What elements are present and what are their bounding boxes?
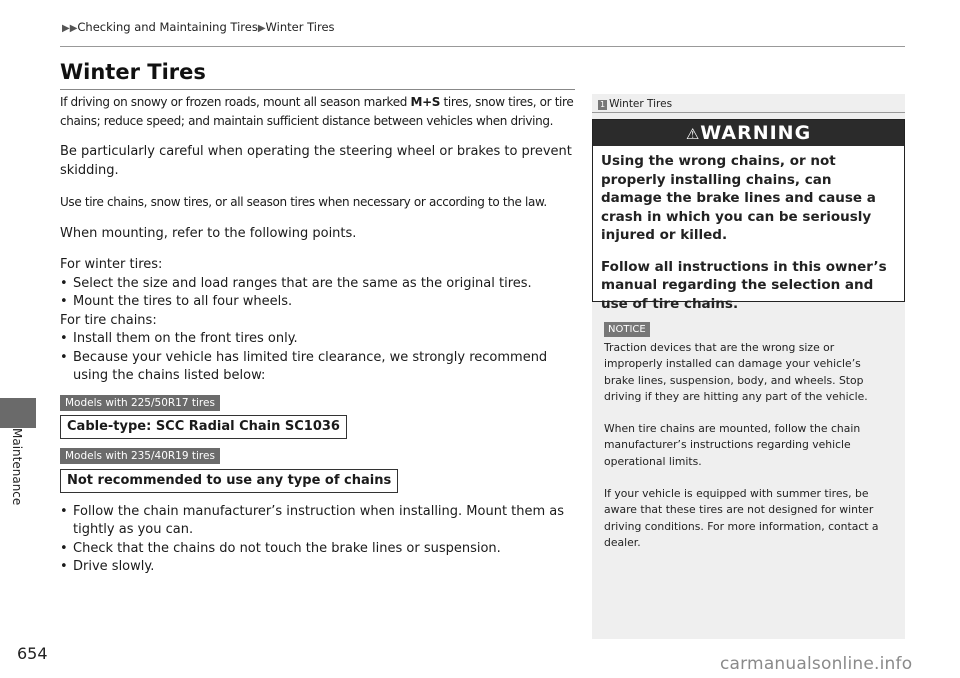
bullet-icon: •: [60, 349, 68, 365]
bullet-icon: •: [60, 540, 68, 556]
list-item: [60, 503, 580, 540]
intro-text-start: If driving on snowy or frozen roads, mount all season marked: [60, 95, 411, 109]
sidebar-title-text: Winter Tires: [609, 98, 673, 110]
tire-chains-label: For tire chains:: [60, 312, 157, 328]
list-item: [60, 558, 580, 577]
warning-header: [593, 120, 904, 146]
notice-text-1: Traction devices that are the wrong size or improperly installed can damage your vehicle’s brake lines, suspension, body, and wheels. Stop driving if they are hitting any part of the vehicle.: [604, 341, 868, 403]
bullet-icon: •: [60, 331, 68, 346]
list-item: [60, 275, 580, 294]
double-arrow-icon: ▶▶: [62, 23, 78, 34]
notice-text-2: When tire chains are mounted, follow the chain manufacturer’s instructions regarding vehicle operational limits.: [604, 422, 861, 468]
ms-marking: M+S: [410, 95, 441, 109]
model-tag-235: Models with 235/40R19 tires: [60, 448, 220, 464]
chain-recommendation-225: Cable-type: SCC Radial Chain SC1036: [60, 415, 347, 439]
list-item: [60, 349, 580, 386]
notice-body: [604, 340, 894, 567]
bullet-text: Follow the chain manufacturer’s instruction when installing. Mount them as tightly as you can.: [73, 503, 565, 537]
sidebar-notes: [592, 94, 905, 639]
watermark: carmanualsonline.info: [720, 654, 913, 674]
mounting-paragraph: When mounting, refer to the following points.: [60, 225, 357, 241]
intro-paragraph: [60, 93, 580, 130]
breadcrumb: [62, 20, 335, 34]
notice-badge: NOTICE: [604, 322, 650, 337]
warning-text-1: Using the wrong chains, or not properly installing chains, can damage the brake lines and cause a crash in which you can be seriously injured or killed.: [601, 153, 876, 243]
breadcrumb-section-link[interactable]: Checking and Maintaining Tires: [77, 20, 258, 34]
intro-text-end: tires, snow tires, or tire chains; reduce speed; and maintain sufficient distance between vehicles when driving.: [60, 95, 574, 128]
warning-body: [593, 146, 904, 313]
bullet-text: Select the size and load ranges that are the same as the original tires.: [73, 275, 532, 291]
warning-text-2: Follow all instructions in this owner’s manual regarding the selection and use of tire chains.: [601, 258, 887, 312]
bullet-text: Drive slowly.: [73, 559, 155, 574]
section-tab: [0, 398, 36, 428]
list-item: [60, 540, 580, 559]
bullet-icon: •: [60, 294, 68, 309]
main-content: [60, 93, 580, 577]
breadcrumb-current-page: Winter Tires: [265, 20, 335, 34]
list-item: [60, 293, 580, 312]
bullet-text: Install them on the front tires only.: [73, 331, 298, 346]
bullet-text: Check that the chains do not touch the brake lines or suspension.: [73, 540, 501, 556]
bullet-icon: •: [60, 559, 68, 574]
bullet-icon: •: [60, 503, 68, 519]
model-tag-225: Models with 225/50R17 tires: [60, 395, 220, 411]
sidebar-divider: [592, 112, 905, 113]
page-number: 654: [17, 644, 48, 663]
winter-tires-label: For winter tires:: [60, 257, 163, 272]
header-divider: [60, 46, 905, 47]
list-item: [60, 330, 580, 349]
sidebar-title: [598, 98, 672, 110]
bullet-text: Because your vehicle has limited tire clearance, we strongly recommend using the chains listed below:: [73, 349, 548, 383]
notice-text-3: If your vehicle is equipped with summer tires, be aware that these tires are not designed for winter driving conditions. For more information, contact a dealer.: [604, 487, 879, 549]
title-divider: [60, 89, 575, 90]
page-title: Winter Tires: [60, 60, 206, 84]
section-tab-label: Maintenance: [10, 428, 24, 506]
reference-number-icon: 1: [600, 100, 606, 109]
warning-triangle-icon: ⚠: [685, 125, 701, 143]
warning-box: [592, 119, 905, 312]
warning-label: WARNING: [700, 122, 812, 144]
caution-paragraph: Be particularly careful when operating the steering wheel or brakes to prevent skidding.: [60, 144, 572, 178]
bullet-text: Mount the tires to all four wheels.: [73, 294, 293, 309]
chain-recommendation-235: Not recommended to use any type of chains: [60, 469, 398, 493]
law-paragraph: Use tire chains, snow tires, or all season tires when necessary or according to the law.: [60, 195, 547, 209]
arrow-separator-icon: ▶: [257, 23, 266, 34]
bullet-icon: •: [60, 275, 68, 291]
